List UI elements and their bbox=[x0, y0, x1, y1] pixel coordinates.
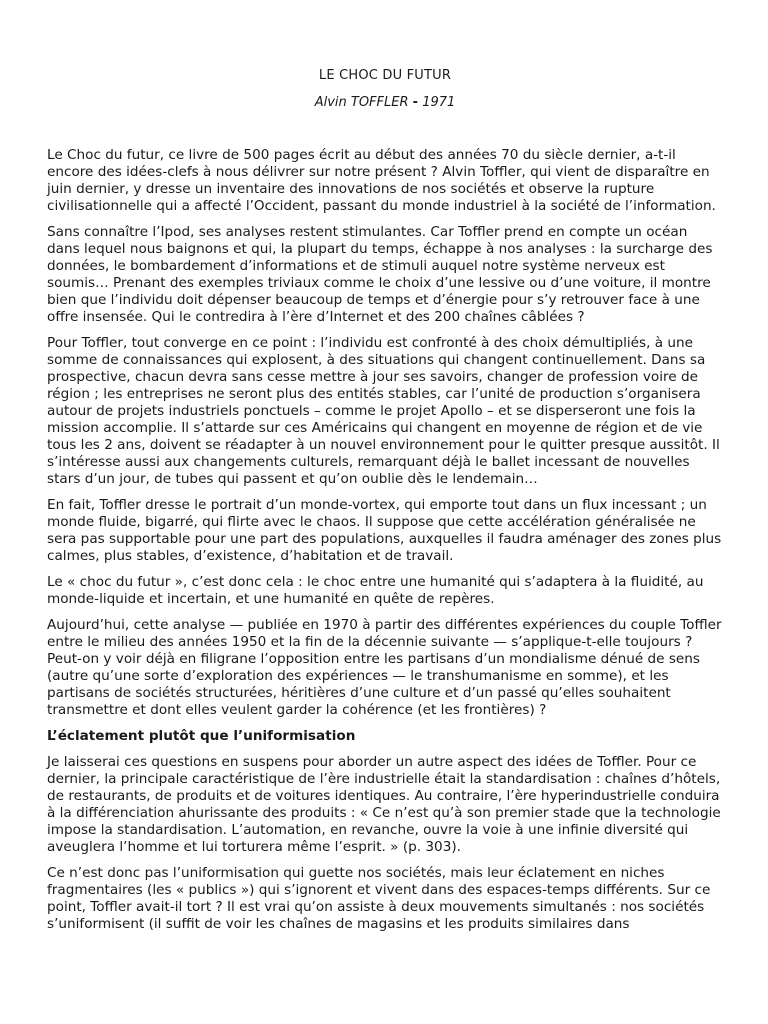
paragraph: Aujourd’hui, cette analyse — publiée en 1970 à partir des différentes expériences du couple Toffler entre le milieu des années 1950 et la fin de la décennie suivante — s’applique-t-elle toujours ? Peut-on y voir déjà en filigrane l’opposition entre les partisans d’un mondialisme dénué de sens (autre qu’une sorte d’exploration des expériences — le transhumanisme en somme), et les partisans de sociétés structurées, héritières d’une culture et d’un passé qu’elles souhaitent transmettre et dont elles veulent garder la cohérence (et les frontières) ? bbox=[47, 617, 722, 718]
paragraph: Je laisserai ces questions en suspens pour aborder un autre aspect des idées de Toffler. Pour ce dernier, la principale caractéristique de l’ère industrielle était la standardisation : chaînes d’hôtels, de restaurants, de produits et de voitures identiques. Au contraire, l’ère hyperindustrielle conduira à la différenciation ahurissante des produits : « Ce n’est qu’à son premier stade que la technologie impose la standardisation. L’automation, en revanche, ouvre la voie à une infinie diversité qui aveuglera l’homme et lui torturera même l’esprit. » (p. 303). bbox=[47, 754, 721, 855]
paragraph: Le « choc du futur », c’est donc cela : le choc entre une humanité qui s’adaptera à la fluidité, au monde-liquide et incertain, et une humanité en quête de repères. bbox=[47, 574, 704, 607]
paragraph: Pour Toffler, tout converge en ce point : l’individu est confronté à des choix démultipliés, à une somme de connaissances qui explosent, à des situations qui changent continuellement. Dans sa prospective, chacun devra sans cesse mettre à jour ses savoirs, changer de profession voire de région ; les entreprises ne seront plus des entités stables, car l’unité de production s’organisera autour de projets industriels ponctuels – comme le projet Apollo – et se disperseront une fois la mission accomplie. Il s’attarde sur ces Américains qui changent en moyenne de région et de vie tous les 2 ans, doivent se réadapter à un nouvel environnement pour le quitter presque aussitôt. Il s’intéresse aussi aux changements culturels, remarquant déjà le ballet incessant de nouvelles stars d’un jour, de tubes qui passent et qu’on oublie dès le lendemain… bbox=[47, 335, 720, 487]
author-name: Alvin TOFFLER bbox=[314, 95, 409, 110]
byline-dash: - bbox=[412, 95, 419, 110]
document-body bbox=[47, 147, 723, 942]
document-title: LE CHOC DU FUTUR bbox=[318, 68, 452, 83]
publication-year: 1971 bbox=[422, 95, 456, 110]
paragraph: Sans connaître l’Ipod, ses analyses restent stimulantes. Car Toffler prend en compte un océan dans lequel nous baignons et qui, la plupart du temps, échappe à nos analyses : la surcharge des données, le bombardement d’informations et de stimuli auquel notre système nerveux est soumis… Prenant des exemples triviaux comme le choix d’une lessive ou d’une voiture, il montre bien que l’individu doit dépenser beaucoup de temps et d’énergie pour s’y retrouver face à une offre insensée. Qui le contredira à l’ère d’Internet et des 200 chaînes câblées ? bbox=[47, 224, 713, 325]
paragraph: Ce n’est donc pas l’uniformisation qui guette nos sociétés, mais leur éclatement en niches fragmentaires (les « publics ») qui s’ignorent et vivent dans des espaces-temps différents. Sur ce point, Toffler avait-il tort ? Il est vrai qu’on assiste à deux mouvements simultanés : nos sociétés s’uniformisent (il suffit de voir les chaînes de magasins et les produits similaires dans bbox=[47, 865, 711, 932]
document-byline bbox=[47, 95, 723, 111]
section-heading: L’éclatement plutôt que l’uniformisation bbox=[47, 728, 356, 744]
paragraph: En fait, Toffler dresse le portrait d’un monde-vortex, qui emporte tout dans un flux incessant ; un monde fluide, bigarré, qui flirte avec le chaos. Il suppose que cette accélération généralisée ne sera pas supportable pour une part des populations, auxquelles il faudra aménager des zones plus calmes, plus stables, d’existence, d’habitation et de travail. bbox=[47, 497, 722, 564]
paragraph: Le Choc du futur, ce livre de 500 pages écrit au début des années 70 du siècle dernier, a-t-il encore des idées-clefs à nous délivrer sur notre présent ? Alvin Toffler, qui vient de disparaître en juin dernier, y dresse un inventaire des innovations de nos sociétés et observe la rupture civilisationnelle qui a affecté l’Occident, passant du monde industriel à la société de l’information. bbox=[47, 147, 716, 214]
